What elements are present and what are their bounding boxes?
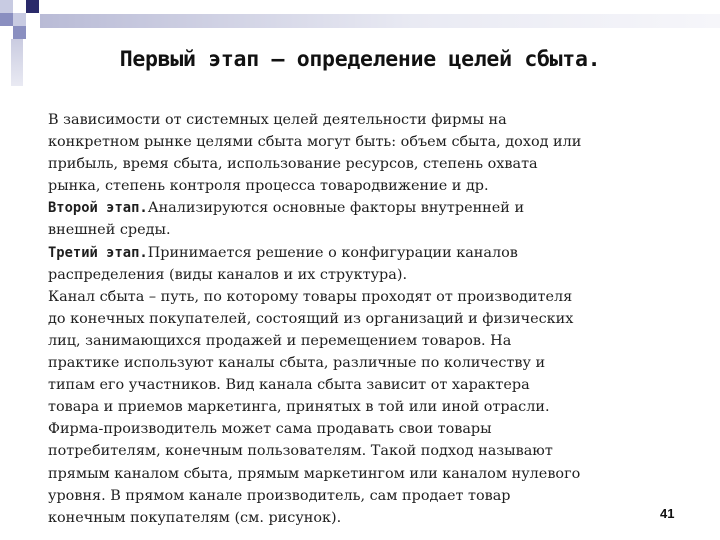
body-line (48, 153, 698, 175)
decorative-top-band (40, 14, 720, 28)
body-line-text: распределения (виды каналов и их структура). (48, 266, 408, 283)
decorative-corner-squares (0, 0, 60, 45)
body-line-text: до конечных покупателей, состоящий из организаций и физических (48, 310, 574, 327)
body-line (48, 440, 698, 462)
body-line (48, 485, 698, 507)
body-line-text: Канал сбыта – путь, по которому товары проходят от производителя (48, 288, 573, 305)
body-line-text: Фирма-производитель может сама продавать свои товары (48, 421, 492, 438)
body-line (48, 396, 698, 418)
body-line (48, 463, 698, 485)
corner-square (13, 13, 26, 26)
body-line-text: прямым каналом сбыта, прямым маркетингом или каналом нулевого (48, 465, 581, 482)
body-line (48, 264, 698, 286)
body-line-bold-label: Второй этап. (48, 200, 148, 217)
body-line (48, 286, 698, 308)
corner-square (13, 0, 26, 13)
page-number: 41 (660, 506, 675, 521)
body-line-text: внешней среды. (48, 222, 171, 239)
body-line (48, 219, 698, 241)
body-line-text: конкретном рынке целями сбыта могут быть: объем сбыта, доход или (48, 134, 582, 151)
body-line-bold-label: Третий этап. (48, 244, 148, 261)
corner-square (13, 26, 26, 39)
body-line-text: практике используют каналы сбыта, различные по количеству и (48, 355, 546, 372)
body-line-text: Анализируются основные факторы внутренней и (147, 200, 525, 217)
corner-square (26, 13, 39, 26)
body-line (48, 507, 698, 529)
corner-square (0, 13, 13, 26)
slide-title: Первый этап – определение целей сбыта. (119, 47, 601, 72)
body-line-text: товара и приемов маркетинга, принятых в той или иной отрасли. (48, 399, 550, 416)
body-line (48, 308, 698, 330)
slide-body-text (48, 109, 698, 529)
body-line-text: потребителям, конечным пользователям. Такой подход называют (48, 443, 553, 460)
body-line-text: Принимается решение о конфигурации каналов (147, 244, 518, 261)
body-line (48, 197, 698, 219)
corner-square (0, 0, 13, 13)
body-line (48, 131, 698, 153)
body-line-text: конечным покупателям (см. рисунок). (48, 509, 342, 526)
body-line (48, 374, 698, 396)
body-line-text: В зависимости от системных целей деятельности фирмы на (48, 112, 507, 128)
body-line (48, 242, 698, 264)
body-line-text: лиц, занимающихся продажей и перемещением товаров. На (48, 332, 512, 349)
body-line-text: уровня. В прямом канале производитель, сам продает товар (48, 487, 511, 504)
body-line (48, 418, 698, 440)
body-line-text: прибыль, время сбыта, использование ресурсов, степень охвата (48, 156, 538, 173)
body-line (48, 330, 698, 352)
body-line (48, 175, 698, 197)
body-line (48, 352, 698, 374)
corner-square (0, 26, 13, 39)
body-line-text: типам его участников. Вид канала сбыта зависит от характера (48, 377, 530, 394)
corner-square (26, 0, 39, 13)
body-line (48, 109, 698, 131)
body-line-text: рынка, степень контроля процесса товародвижение и др. (48, 178, 489, 195)
